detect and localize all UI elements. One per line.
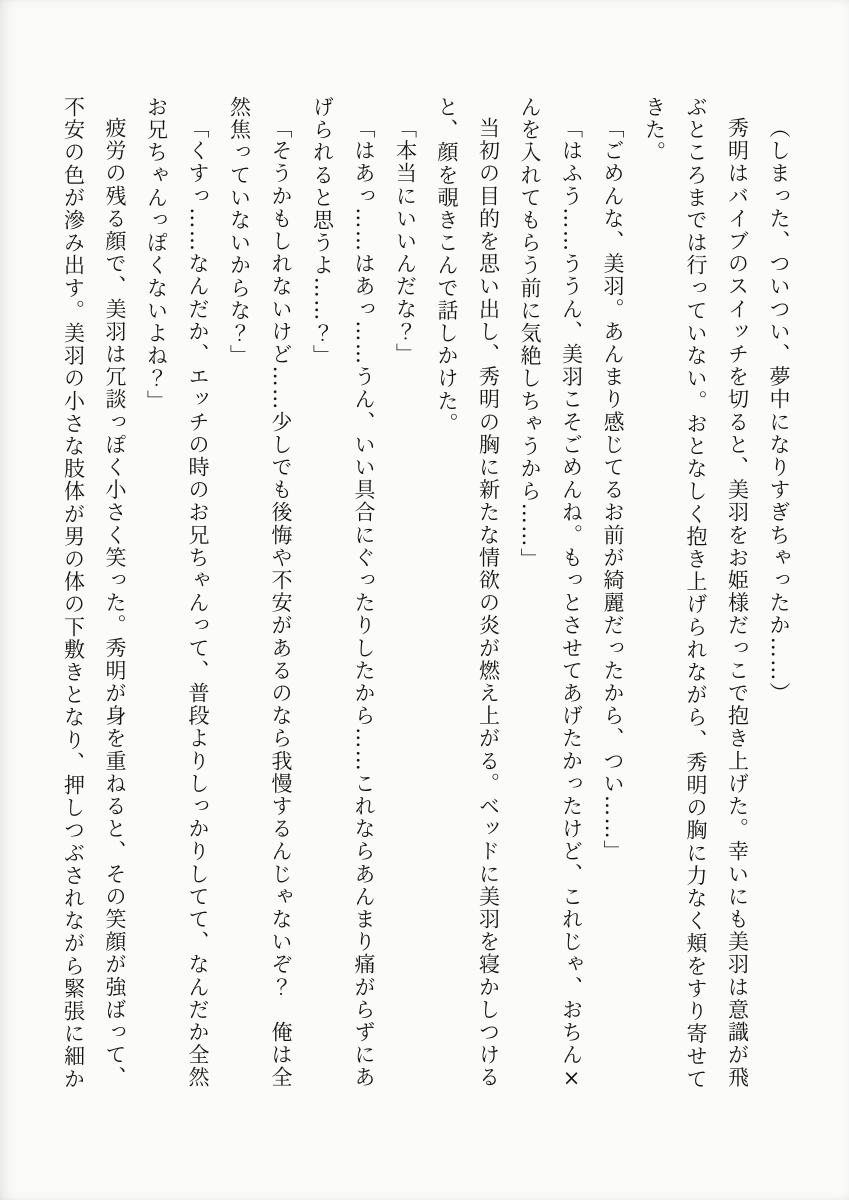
paragraph: 「はあっ……はあっ……うん、いい具合にぐったりしたから……これならあんまり痛がらずにあげられると思うよ……？」 <box>310 96 376 1089</box>
paragraph: 「くすっ……なんだか、エッチの時のお兄ちゃんって、普段よりしっかりしてて、なんだか全然お兄ちゃんっぽくないよね？」 <box>144 96 210 1089</box>
paragraph: （しまった、ついつい、夢中になりすぎちゃったか……） <box>767 117 791 705</box>
paragraph: 「そうかもしれないけど……少しでも後悔や不安があるのなら我慢するんじゃないぞ？ 俺は全然焦っていないからな？」 <box>227 96 293 1089</box>
paragraph: 秀明はバイブのスイッチを切ると、美羽をお姫様だっこで抱き上げた。幸いにも美羽は意識が飛ぶところまでは行っていない。おとなしく抱き上げられながら、秀明の胸に力なく頬をすり寄せてきた。 <box>642 96 750 1091</box>
paragraph: 疲労の残る顔で、美羽は冗談っぽく小さく笑った。秀明が身を重ねると、その笑顔が強ばって、不安の色が滲み出す。美羽の小さな肢体が男の体の下敷きとなり、押しつぶされながら緊張に細か <box>61 96 127 1091</box>
paragraph: 「はふう……ううん、美羽こそごめんね。もっとさせてあげたかったけど、これじゃ、おちん×んを入れてもらう前に気絶しちゃうから……」 <box>518 96 584 1092</box>
paragraph: 「本当にいいんだな？」 <box>393 117 418 366</box>
novel-text-block <box>49 96 799 1098</box>
paragraph: 「ごめんな、美羽。あんまり感じてるお前が綺麗だったから、つい……」 <box>601 117 625 863</box>
paragraph: 当初の目的を思い出し、秀明の胸に新たな情欲の炎が燃え上がる。ベッドに美羽を寝かしつけると、顔を覗きこんで話しかけた。 <box>435 96 501 1089</box>
